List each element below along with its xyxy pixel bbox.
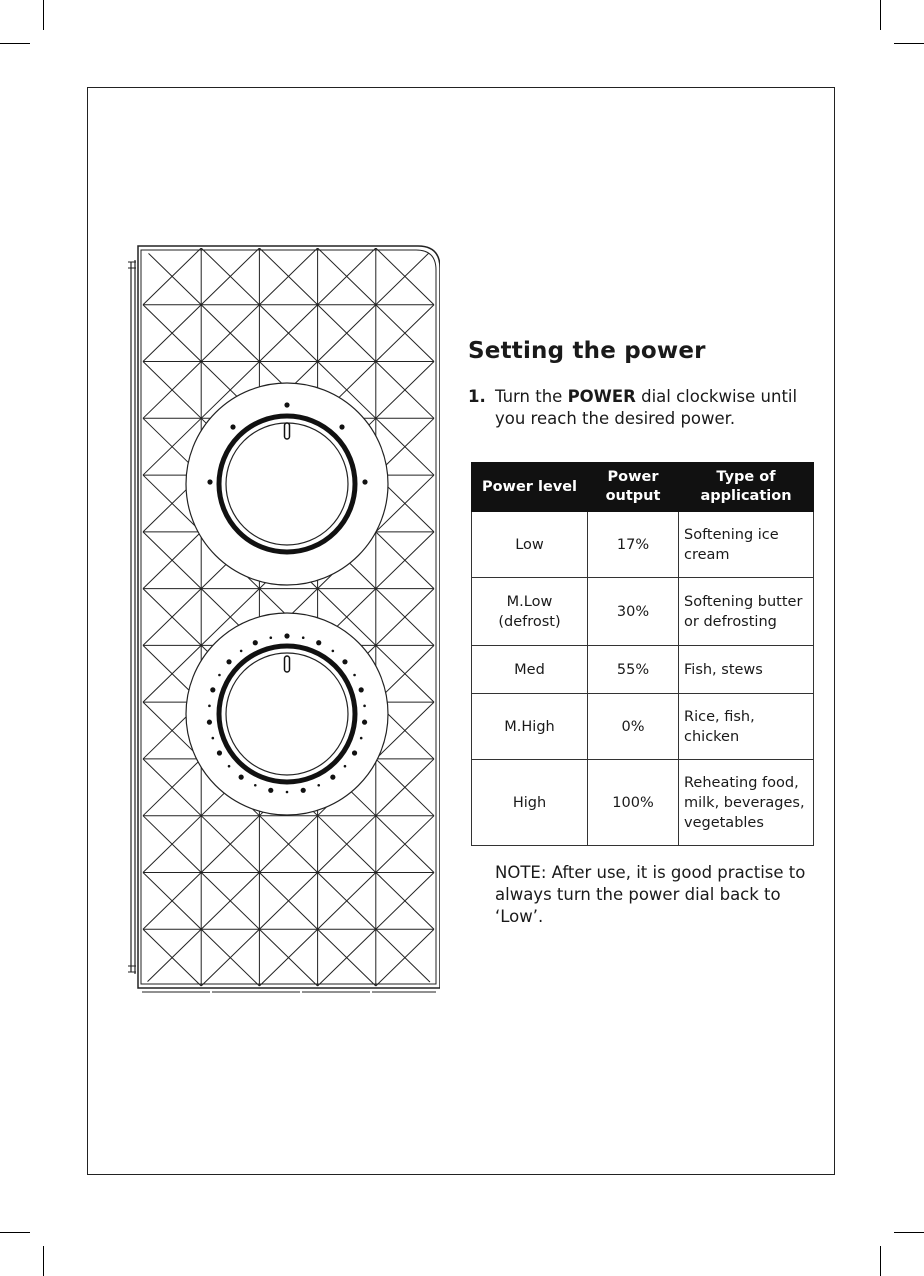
power-output-cell: 100% [588,760,679,846]
application-cell: Softening butter or defrosting [679,578,814,646]
dial-scale-dot [208,705,211,708]
power-output-cell: 17% [588,512,679,578]
crop-mark [43,1246,44,1276]
crop-mark [894,43,924,44]
timer-dial [186,613,388,815]
dial-scale-dot [363,705,366,708]
control-panel-illustration [128,244,440,994]
dial-scale-dot [360,737,363,740]
dial-scale-dot [228,765,231,768]
dial-scale-dot [212,737,215,740]
crop-mark [0,43,30,44]
header-power-output: Power output [588,463,679,512]
dial-scale-dot [254,784,257,787]
dial-scale-dot [286,791,289,794]
note-text: NOTE: After use, it is good practise to always turn the power dial back to ‘Low’. [495,863,806,926]
dial-scale-dot [240,650,243,653]
dial-scale-dot [362,720,367,725]
power-output-cell: 55% [588,646,679,694]
dial-scale-dot [226,659,231,664]
dial-scale-dot [218,674,221,677]
dial-scale-dot [342,659,347,664]
section-heading: Setting the power [468,338,706,364]
dial-scale-dot [359,687,364,692]
power-level-cell: M.High [472,694,588,760]
power-level-cell: High [472,760,588,846]
dial-scale-dot [269,636,272,639]
dial-scale-dot [217,750,222,755]
application-cell: Reheating food, milk, beverages, vegetables [679,760,814,846]
power-level-cell: Med [472,646,588,694]
dial-scale-dot [344,765,347,768]
crop-mark [894,1232,924,1233]
dial-scale-dot [330,775,335,780]
table-row [472,646,814,694]
dial-scale-dot [316,640,321,645]
crop-mark [880,1246,881,1276]
power-level-cell: Low [472,512,588,578]
crop-mark [880,0,881,30]
header-application: Type of application [679,463,814,512]
dial-scale-dot [302,636,305,639]
power-level-cell: M.Low (defrost) [472,578,588,646]
dial-scale-dot [210,687,215,692]
power-dial [186,383,388,585]
power-level-table [471,462,814,846]
crop-mark [43,0,44,30]
application-cell: Softening ice cream [679,512,814,578]
dial-scale-dot [207,720,212,725]
crop-mark [0,1232,30,1233]
power-emphasis: POWER [567,387,636,406]
dial-scale-dot [301,788,306,793]
dial-scale-dot [353,674,356,677]
dial-scale-dot [352,750,357,755]
header-power-level: Power level [472,463,588,512]
step-number: 1. [468,387,486,406]
table-row [472,760,814,846]
dial-scale-dot [268,788,273,793]
power-output-cell: 0% [588,694,679,760]
table-header-row [472,463,814,512]
dial-scale-dot [284,633,289,638]
application-cell: Fish, stews [679,646,814,694]
table-row [472,694,814,760]
dial-scale-dot [317,784,320,787]
application-cell: Rice, fish, chicken [679,694,814,760]
dial-scale-dot [239,775,244,780]
table-row [472,578,814,646]
dial-scale-dot [253,640,258,645]
table-row [472,512,814,578]
dial-scale-dot [332,650,335,653]
step-text: Turn the POWER dial clockwise until you reach the desired power. [495,387,798,428]
power-output-cell: 30% [588,578,679,646]
